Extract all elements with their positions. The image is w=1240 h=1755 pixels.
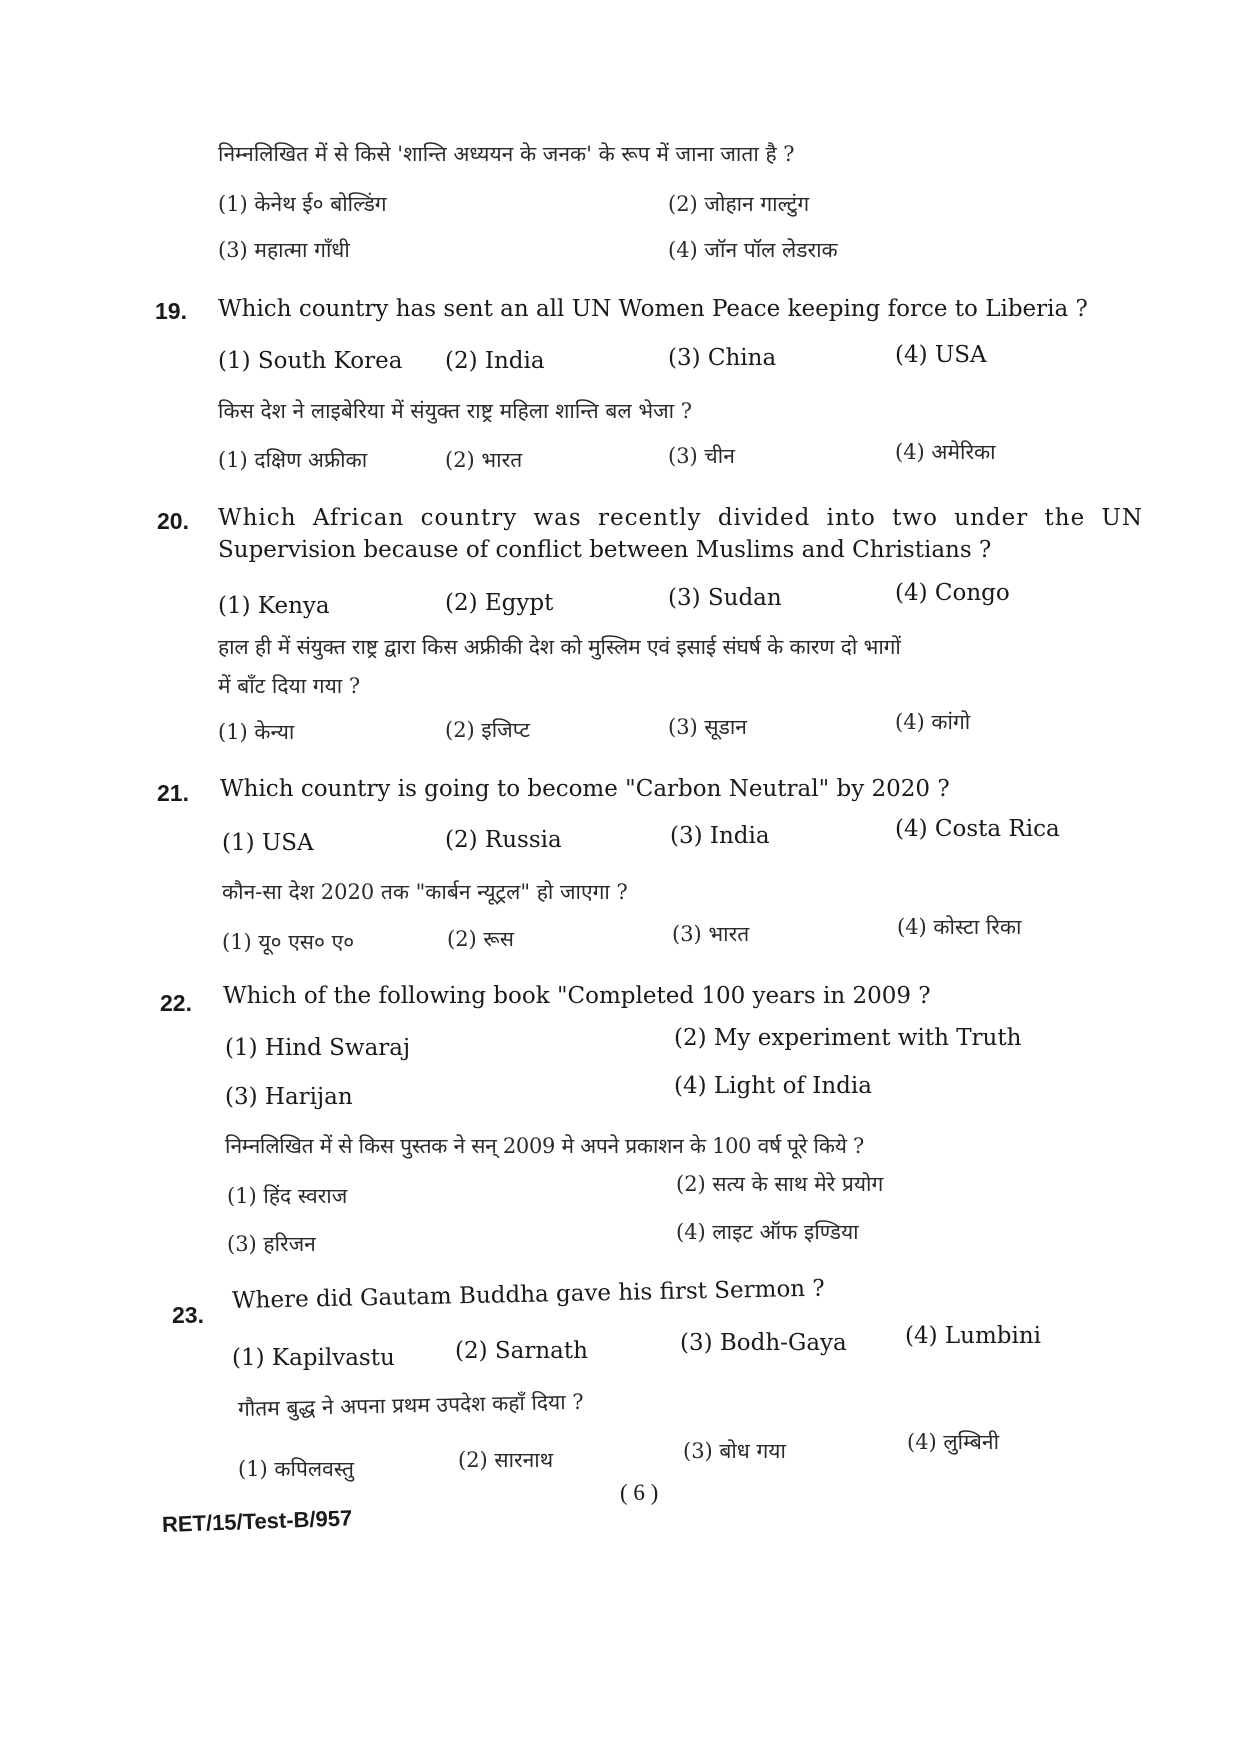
q23-option-2: (2) Sarnath <box>455 1338 588 1364</box>
q18-hindi-option-1: (1) केनेथ ई० बोल्डिंग <box>218 192 387 216</box>
q20-option-3: (3) Sudan <box>668 585 782 611</box>
q20-hindi-option-1: (1) केन्या <box>218 720 295 744</box>
q20-hindi-option-2: (2) इजिप्ट <box>445 718 530 742</box>
q20-hindi-option-4: (4) कांगो <box>895 710 971 734</box>
q21-option-3: (3) India <box>670 823 770 849</box>
q20-question-line1: Which African country was recently divided into two under the UN <box>218 505 1144 531</box>
q20-question-line2: Supervision because of conflict between Muslims and Christians ? <box>218 537 992 563</box>
q19-hindi-option-1: (1) दक्षिण अफ्रीका <box>218 448 368 472</box>
q19-hindi-option-4: (4) अमेरिका <box>895 440 996 464</box>
q22-hindi-option-1: (1) हिंद स्वराज <box>227 1184 348 1208</box>
page-number: ( 6 ) <box>620 1480 659 1505</box>
q23-hindi-option-2: (2) सारनाथ <box>458 1448 554 1472</box>
q21-hindi-option-2: (2) रूस <box>447 927 514 951</box>
q19-option-1: (1) South Korea <box>218 348 403 374</box>
q23-option-3: (3) Bodh-Gaya <box>680 1330 847 1356</box>
q23-hindi-option-4: (4) लुम्बिनी <box>907 1430 1000 1454</box>
q23-question: Where did Gautam Buddha gave his first Sermon ? <box>231 1275 826 1314</box>
q23-hindi-option-1: (1) कपिलवस्तु <box>238 1457 354 1481</box>
q22-hindi-option-4: (4) लाइट ऑफ इण्डिया <box>676 1220 859 1244</box>
q22-option-3: (3) Harijan <box>225 1084 353 1110</box>
q22-number: 22. <box>160 990 192 1016</box>
q19-option-3: (3) China <box>668 345 777 371</box>
q21-hindi-option-3: (3) भारत <box>672 922 750 946</box>
q22-option-2: (2) My experiment with Truth <box>674 1025 1022 1051</box>
q20-option-1: (1) Kenya <box>218 593 330 619</box>
q21-option-1: (1) USA <box>222 830 314 856</box>
q21-hindi-question: कौन-सा देश 2020 तक "कार्बन न्यूट्रल" हो जाएगा ? <box>222 880 628 904</box>
q19-question: Which country has sent an all UN Women Peace keeping force to Liberia ? <box>218 296 1088 322</box>
q22-option-1: (1) Hind Swaraj <box>225 1035 411 1061</box>
q18-hindi-question: निम्नलिखित में से किसे 'शान्ति अध्ययन के जनक' के रूप में जाना जाता है ? <box>218 142 795 166</box>
q22-option-4: (4) Light of India <box>674 1073 872 1099</box>
q19-hindi-option-3: (3) चीन <box>668 444 735 468</box>
q20-option-2: (2) Egypt <box>445 590 554 616</box>
q21-number: 21. <box>157 780 189 806</box>
q22-hindi-question: निम्नलिखित में से किस पुस्तक ने सन् 2009 मे अपने प्रकाशन के 100 वर्ष पूरे किये ? <box>225 1134 864 1158</box>
q19-option-4: (4) USA <box>895 342 987 368</box>
q19-number: 19. <box>155 298 187 324</box>
q23-number: 23. <box>172 1302 204 1328</box>
q23-hindi-question: गौतम बुद्ध ने अपना प्रथम उपदेश कहाँ दिया ? <box>237 1389 584 1421</box>
q21-hindi-option-1: (1) यू० एस० ए० <box>222 930 355 954</box>
q20-hindi-question-line1: हाल ही में संयुक्त राष्ट्र द्वारा किस अफ्रीकी देश को मुस्लिम एवं इसाई संघर्ष के कारण दो भागों <box>218 635 901 659</box>
q20-hindi-option-3: (3) सूडान <box>668 715 747 739</box>
q19-hindi-question: किस देश ने लाइबेरिया में संयुक्त राष्ट्र महिला शान्ति बल भेजा ? <box>218 399 693 423</box>
q20-hindi-question-line2: में बाँट दिया गया ? <box>218 674 361 698</box>
q20-option-4: (4) Congo <box>895 580 1010 606</box>
q18-hindi-option-2: (2) जोहान गाल्टुंग <box>668 192 810 216</box>
q21-hindi-option-4: (4) कोस्टा रिका <box>897 915 1022 939</box>
q19-option-2: (2) India <box>445 348 545 374</box>
q21-option-4: (4) Costa Rica <box>895 816 1060 842</box>
q21-question: Which country is going to become "Carbon Neutral" by 2020 ? <box>220 776 950 802</box>
q18-hindi-option-3: (3) महात्मा गाँधी <box>218 238 350 262</box>
q18-hindi-option-4: (4) जॉन पॉल लेडराक <box>668 238 838 262</box>
q22-hindi-option-2: (2) सत्य के साथ मेरे प्रयोग <box>676 1172 884 1196</box>
q19-hindi-option-2: (2) भारत <box>445 448 523 472</box>
q21-option-2: (2) Russia <box>445 827 562 853</box>
q22-hindi-option-3: (3) हरिजन <box>227 1232 316 1256</box>
q23-option-4: (4) Lumbini <box>905 1323 1042 1349</box>
q23-hindi-option-3: (3) बोध गया <box>683 1439 786 1463</box>
q23-option-1: (1) Kapilvastu <box>232 1345 395 1371</box>
paper-code: RET/15/Test-B/957 <box>161 1505 353 1537</box>
q20-number: 20. <box>157 508 189 534</box>
q22-question: Which of the following book "Completed 100 years in 2009 ? <box>223 983 931 1009</box>
